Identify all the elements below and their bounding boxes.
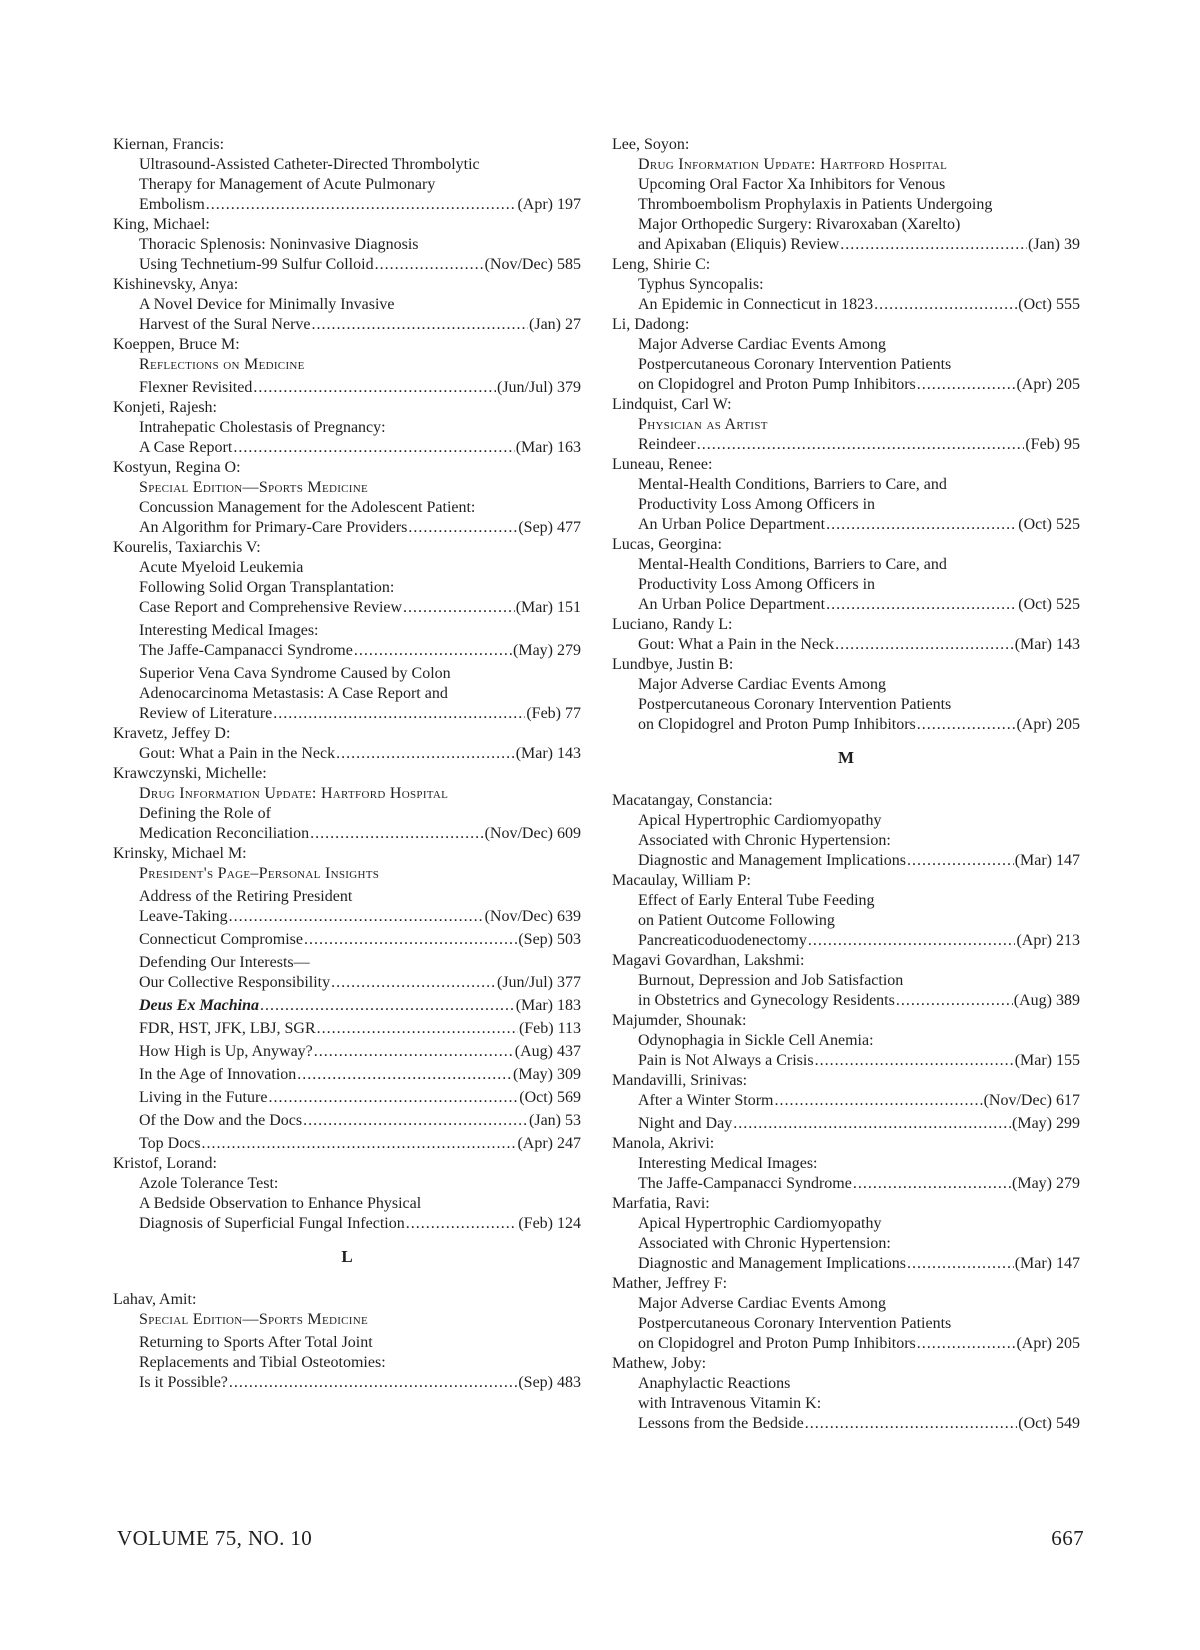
entry-title: Night and Day — [638, 1115, 733, 1132]
entry-reference: (Feb) 95 — [1025, 436, 1080, 453]
index-entry — [638, 435, 1080, 455]
index-entry — [139, 930, 581, 950]
entry-reference: (Oct) 555 — [1018, 296, 1080, 313]
article-title-line: Associated with Chronic Hypertension: — [638, 832, 891, 849]
index-entry — [139, 1088, 581, 1108]
index-entry — [638, 1334, 1080, 1354]
author-name: Krawczynski, Michelle: — [113, 765, 267, 782]
entry-reference: (Nov/Dec) 585 — [484, 256, 581, 273]
dot-leader — [229, 907, 484, 927]
author-name: Macatangay, Constancia: — [612, 792, 773, 809]
dot-leader — [273, 704, 525, 724]
dot-leader — [840, 235, 1027, 255]
entry-title: Case Report and Comprehensive Review — [139, 599, 403, 616]
article-title-line: Anaphylactic Reactions — [638, 1375, 791, 1392]
section-heading: Reflections on Medicine — [139, 356, 305, 373]
author-name: Krinsky, Michael M: — [113, 845, 247, 862]
footer-volume: VOLUME 75, NO. 10 — [117, 1526, 313, 1550]
entry-title: How High is Up, Anyway? — [139, 1043, 313, 1060]
dot-leader — [774, 1091, 982, 1111]
index-entry — [139, 378, 581, 398]
article-title-line: Defending Our Interests— — [139, 954, 310, 971]
article-title-line: on Patient Outcome Following — [638, 912, 835, 929]
entry-reference: (Sep) 483 — [518, 1374, 581, 1391]
entry-reference: (Oct) 525 — [1018, 596, 1080, 613]
dot-leader — [354, 641, 512, 661]
article-title-line: Defining the Role of — [139, 805, 271, 822]
entry-reference: (Sep) 503 — [518, 931, 581, 948]
dot-leader — [253, 378, 496, 398]
entry-title: Review of Literature — [139, 705, 273, 722]
section-heading: Special Edition—Sports Medicine — [139, 1311, 369, 1328]
article-title-line: Address of the Retiring President — [139, 888, 353, 905]
entry-title: The Jaffe-Campanacci Syndrome — [638, 1175, 852, 1192]
author-name: Macaulay, William P: — [612, 872, 751, 889]
article-title-line: Intrahepatic Cholestasis of Pregnancy: — [139, 419, 386, 436]
index-entry — [638, 1051, 1080, 1071]
dot-leader — [336, 744, 515, 764]
author-name: Lucas, Georgina: — [612, 536, 722, 553]
index-entry — [638, 931, 1080, 951]
dot-leader — [853, 1174, 1011, 1194]
entry-reference: (Apr) 205 — [1016, 376, 1080, 393]
author-name: Mather, Jeffrey F: — [612, 1275, 728, 1292]
index-entry — [638, 1254, 1080, 1274]
entry-title: An Urban Police Department — [638, 596, 826, 613]
entry-title: Using Technetium-99 Sulfur Colloid — [139, 256, 374, 273]
index-entry — [638, 595, 1080, 615]
index-entry — [638, 375, 1080, 395]
entry-reference: (Nov/Dec) 617 — [983, 1092, 1080, 1109]
article-title-line: Adenocarcinoma Metastasis: A Case Report and — [139, 685, 448, 702]
author-name: Kishinevsky, Anya: — [113, 276, 239, 293]
author-name: Lindquist, Carl W: — [612, 396, 732, 413]
author-name: Kourelis, Taxiarchis V: — [113, 539, 261, 556]
entry-title: Leave-Taking — [139, 908, 228, 925]
entry-title: FDR, HST, JFK, LBJ, SGR — [139, 1020, 316, 1037]
dot-leader — [808, 931, 1016, 951]
entry-title: In the Age of Innovation — [139, 1066, 297, 1083]
entry-reference: (Jun/Jul) 379 — [497, 379, 581, 396]
entry-reference: (May) 299 — [1012, 1115, 1080, 1132]
entry-title: Is it Possible? — [139, 1374, 228, 1391]
entry-title: Deus Ex Machina — [139, 997, 260, 1014]
article-title-line: Replacements and Tibial Osteotomies: — [139, 1354, 386, 1371]
dot-leader — [375, 255, 484, 275]
author-name: Leng, Shirie C: — [612, 256, 711, 273]
entry-title: Medication Reconciliation — [139, 825, 310, 842]
entry-reference: (Feb) 113 — [518, 1020, 581, 1037]
section-heading: Drug Information Update: Hartford Hospital — [638, 156, 948, 173]
index-entry — [638, 295, 1080, 315]
dot-leader — [303, 1111, 528, 1131]
entry-reference: (Sep) 477 — [518, 519, 581, 536]
entry-reference: (Mar) 143 — [515, 745, 581, 762]
dot-leader — [835, 635, 1014, 655]
dot-leader — [917, 715, 1016, 735]
index-entry — [139, 598, 581, 618]
index-entry — [638, 1091, 1080, 1111]
index-entry — [139, 1019, 581, 1039]
index-column-left — [113, 135, 581, 1393]
entry-reference: (Mar) 183 — [515, 997, 581, 1014]
article-title-line: Upcoming Oral Factor Xa Inhibitors for Venous — [638, 176, 946, 193]
entry-reference: (Feb) 124 — [518, 1215, 581, 1232]
entry-title: Pancreaticoduodenectomy — [638, 932, 807, 949]
entry-title: on Clopidogrel and Proton Pump Inhibitors — [638, 716, 916, 733]
article-title-line: Apical Hypertrophic Cardiomyopathy — [638, 812, 882, 829]
dot-leader — [314, 1042, 514, 1062]
author-name: Lee, Soyon: — [612, 136, 690, 153]
article-title-line: Postpercutaneous Coronary Intervention Patients — [638, 356, 952, 373]
index-entry — [139, 315, 581, 335]
dot-leader — [733, 1114, 1011, 1134]
index-entry — [139, 1042, 581, 1062]
author-name: Mathew, Joby: — [612, 1355, 707, 1372]
section-heading: Special Edition—Sports Medicine — [139, 479, 369, 496]
entry-title: An Epidemic in Connecticut in 1823 — [638, 296, 874, 313]
article-title-line: Effect of Early Enteral Tube Feeding — [638, 892, 875, 909]
author-name: Kostyun, Regina O: — [113, 459, 241, 476]
article-title-line: Productivity Loss Among Officers in — [638, 576, 876, 593]
entry-title: and Apixaban (Eliquis) Review — [638, 236, 840, 253]
dot-leader — [917, 375, 1016, 395]
dot-leader — [260, 996, 515, 1016]
dot-leader — [233, 438, 514, 458]
index-entry — [638, 1114, 1080, 1134]
entry-reference: (Aug) 437 — [514, 1043, 581, 1060]
dot-leader — [268, 1088, 518, 1108]
author-name: Magavi Govardhan, Lakshmi: — [612, 952, 805, 969]
entry-reference: (Oct) 569 — [519, 1089, 581, 1106]
entry-title: Living in the Future — [139, 1089, 268, 1106]
index-entry — [638, 1174, 1080, 1194]
index-entry — [139, 744, 581, 764]
index-entry — [139, 195, 581, 215]
entry-title: in Obstetrics and Gynecology Residents — [638, 992, 895, 1009]
dot-leader — [403, 598, 515, 618]
entry-reference: (Apr) 213 — [1016, 932, 1080, 949]
index-entry — [139, 518, 581, 538]
entry-title: After a Winter Storm — [638, 1092, 774, 1109]
article-title-line: Major Adverse Cardiac Events Among — [638, 676, 886, 693]
index-letter-heading: L — [341, 1247, 353, 1266]
index-entry — [139, 824, 581, 844]
entry-reference: (Jan) 27 — [529, 316, 581, 333]
entry-reference: (Mar) 155 — [1014, 1052, 1080, 1069]
article-title-line: Thoracic Splenosis: Noninvasive Diagnosis — [139, 236, 419, 253]
dot-leader — [896, 991, 1013, 1011]
entry-reference: (Mar) 147 — [1014, 852, 1080, 869]
index-entry — [638, 851, 1080, 871]
entry-reference: (Nov/Dec) 639 — [484, 908, 581, 925]
entry-reference: (Jan) 53 — [529, 1112, 581, 1129]
author-name: Manola, Akrivi: — [612, 1135, 715, 1152]
dot-leader — [907, 851, 1014, 871]
author-name: Kiernan, Francis: — [113, 136, 225, 153]
index-entry — [139, 907, 581, 927]
entry-title: A Case Report — [139, 439, 233, 456]
entry-title: Pain is Not Always a Crisis — [638, 1052, 814, 1069]
dot-leader — [206, 195, 517, 215]
author-name: Kravetz, Jeffey D: — [113, 725, 231, 742]
dot-leader — [826, 595, 1017, 615]
entry-reference: (May) 279 — [1012, 1175, 1080, 1192]
entry-title: Harvest of the Sural Nerve — [139, 316, 311, 333]
article-title-line: Productivity Loss Among Officers in — [638, 496, 876, 513]
article-title-line: Therapy for Management of Acute Pulmonary — [139, 176, 436, 193]
dot-leader — [406, 1214, 518, 1234]
entry-reference: (Feb) 77 — [526, 705, 581, 722]
entry-title: Flexner Revisited — [139, 379, 253, 396]
index-entry — [139, 1134, 581, 1154]
section-heading: Drug Information Update: Hartford Hospital — [139, 785, 449, 802]
article-title-line: Postpercutaneous Coronary Intervention Patients — [638, 1315, 952, 1332]
entry-reference: (Mar) 163 — [515, 439, 581, 456]
index-entry — [139, 1111, 581, 1131]
article-title-line: Interesting Medical Images: — [638, 1155, 818, 1172]
article-title-line: Superior Vena Cava Syndrome Caused by Colon — [139, 665, 451, 682]
author-name: Lundbye, Justin B: — [612, 656, 734, 673]
article-title-line: Azole Tolerance Test: — [139, 1175, 279, 1192]
author-name: Li, Dadong: — [612, 316, 690, 333]
entry-reference: (May) 279 — [513, 642, 581, 659]
entry-title: Embolism — [139, 196, 205, 213]
author-name: Majumder, Shounak: — [612, 1012, 747, 1029]
entry-title: Diagnostic and Management Implications — [638, 1255, 906, 1272]
author-name: Mandavilli, Srinivas: — [612, 1072, 748, 1089]
article-title-line: Odynophagia in Sickle Cell Anemia: — [638, 1032, 874, 1049]
entry-title: Reindeer — [638, 436, 696, 453]
entry-reference: (Mar) 151 — [515, 599, 581, 616]
article-title-line: Concussion Management for the Adolescent Patient: — [139, 499, 476, 516]
article-title-line: A Novel Device for Minimally Invasive — [139, 296, 395, 313]
article-title-line: Mental-Health Conditions, Barriers to Care, and — [638, 556, 947, 573]
article-title-line: Typhus Syncopalis: — [638, 276, 764, 293]
section-heading: Physician as Artist — [638, 416, 768, 433]
index-entry — [638, 235, 1080, 255]
article-title-line: Thromboembolism Prophylaxis in Patients Undergoing — [638, 196, 993, 213]
entry-reference: (May) 309 — [513, 1066, 581, 1083]
index-entry — [139, 704, 581, 724]
entry-title: An Urban Police Department — [638, 516, 826, 533]
dot-leader — [317, 1019, 518, 1039]
index-entry — [139, 1373, 581, 1393]
dot-leader — [304, 930, 517, 950]
dot-leader — [331, 973, 496, 993]
entry-title: Of the Dow and the Docs — [139, 1112, 303, 1129]
entry-title: Lessons from the Bedside — [638, 1415, 804, 1432]
entry-title: Gout: What a Pain in the Neck — [139, 745, 336, 762]
entry-reference: (Apr) 247 — [517, 1135, 581, 1152]
dot-leader — [874, 295, 1017, 315]
dot-leader — [907, 1254, 1014, 1274]
index-entry — [638, 1414, 1080, 1434]
entry-title: Connecticut Compromise — [139, 931, 303, 948]
article-title-line: A Bedside Observation to Enhance Physical — [139, 1195, 422, 1212]
article-title-line: with Intravenous Vitamin K: — [638, 1395, 822, 1412]
author-name: Luneau, Renee: — [612, 456, 713, 473]
author-name: Luciano, Randy L: — [612, 616, 733, 633]
article-title-line: Apical Hypertrophic Cardiomyopathy — [638, 1215, 882, 1232]
index-entry — [139, 255, 581, 275]
entry-reference: (Nov/Dec) 609 — [484, 825, 581, 842]
index-entry — [638, 991, 1080, 1011]
entry-title: Diagnostic and Management Implications — [638, 852, 906, 869]
article-title-line: Ultrasound-Assisted Catheter-Directed Thrombolytic — [139, 156, 480, 173]
entry-reference: (Jan) 39 — [1028, 236, 1080, 253]
article-title-line: Mental-Health Conditions, Barriers to Care, and — [638, 476, 947, 493]
index-entry — [139, 1214, 581, 1234]
entry-title: Top Docs — [139, 1135, 201, 1152]
article-title-line: Major Adverse Cardiac Events Among — [638, 1295, 886, 1312]
dot-leader — [917, 1334, 1016, 1354]
dot-leader — [310, 824, 483, 844]
entry-reference: (Apr) 205 — [1016, 716, 1080, 733]
author-name: Koeppen, Bruce M: — [113, 336, 240, 353]
author-name: Marfatia, Ravi: — [612, 1195, 710, 1212]
entry-reference: (Apr) 197 — [517, 196, 581, 213]
entry-title: on Clopidogrel and Proton Pump Inhibitors — [638, 1335, 916, 1352]
dot-leader — [312, 315, 529, 335]
entry-reference: (Apr) 205 — [1016, 1335, 1080, 1352]
entry-title: Gout: What a Pain in the Neck — [638, 636, 835, 653]
dot-leader — [826, 515, 1017, 535]
index-entry — [638, 515, 1080, 535]
author-name: Kristof, Lorand: — [113, 1155, 217, 1172]
article-title-line: Following Solid Organ Transplantation: — [139, 579, 395, 596]
dot-leader — [408, 518, 517, 538]
article-title-line: Major Adverse Cardiac Events Among — [638, 336, 886, 353]
article-title-line: Postpercutaneous Coronary Intervention Patients — [638, 696, 952, 713]
entry-title: Diagnosis of Superficial Fungal Infection — [139, 1215, 405, 1232]
entry-title: Our Collective Responsibility — [139, 974, 331, 991]
author-name: King, Michael: — [113, 216, 210, 233]
entry-reference: (Mar) 143 — [1014, 636, 1080, 653]
index-entry — [139, 438, 581, 458]
entry-title: An Algorithm for Primary-Care Providers — [139, 519, 408, 536]
author-name: Konjeti, Rajesh: — [113, 399, 217, 416]
article-title-line: Returning to Sports After Total Joint — [139, 1334, 373, 1351]
dot-leader — [202, 1134, 517, 1154]
dot-leader — [805, 1414, 1017, 1434]
entry-reference: (Jun/Jul) 377 — [497, 974, 581, 991]
article-title-line: Burnout, Depression and Job Satisfaction — [638, 972, 904, 989]
author-name: Lahav, Amit: — [113, 1291, 197, 1308]
dot-leader — [815, 1051, 1014, 1071]
index-entry — [139, 996, 581, 1016]
entry-title: The Jaffe-Campanacci Syndrome — [139, 642, 353, 659]
index-letter-heading: M — [837, 748, 855, 767]
dot-leader — [697, 435, 1025, 455]
index-entry — [638, 715, 1080, 735]
index-entry — [139, 641, 581, 661]
article-title-line: Interesting Medical Images: — [139, 622, 319, 639]
index-entry — [139, 1065, 581, 1085]
dot-leader — [229, 1373, 517, 1393]
entry-reference: (Oct) 549 — [1018, 1415, 1080, 1432]
entry-reference: (Oct) 525 — [1018, 516, 1080, 533]
dot-leader — [297, 1065, 512, 1085]
article-title-line: Associated with Chronic Hypertension: — [638, 1235, 891, 1252]
entry-reference: (Aug) 389 — [1013, 992, 1080, 1009]
article-title-line: Major Orthopedic Surgery: Rivaroxaban (Xarelto) — [638, 216, 961, 233]
entry-title: on Clopidogrel and Proton Pump Inhibitors — [638, 376, 916, 393]
section-heading: President's Page–Personal Insights — [139, 865, 380, 882]
footer-page-number: 667 — [1051, 1526, 1084, 1550]
article-title-line: Acute Myeloid Leukemia — [139, 559, 304, 576]
index-column-right — [612, 135, 1080, 1434]
index-entry — [638, 635, 1080, 655]
entry-reference: (Mar) 147 — [1014, 1255, 1080, 1272]
index-entry — [139, 973, 581, 993]
